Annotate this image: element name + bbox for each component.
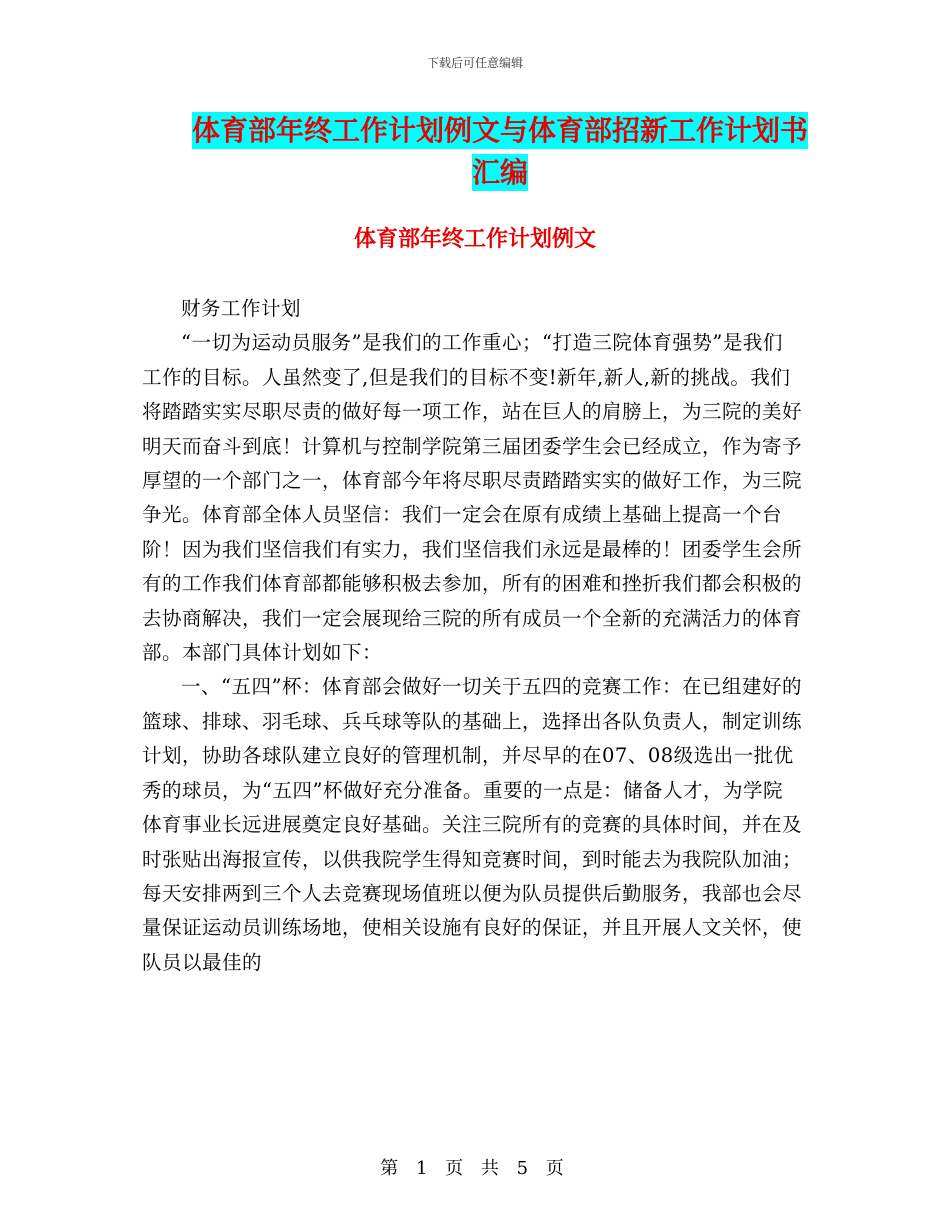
- document-title: [185, 110, 815, 194]
- document-title-text: 体育部年终工作计划例文与体育部招新工作计划书汇编: [191, 114, 808, 189]
- paragraph: 一、“五四”杯：体育部会做好一切关于五四的竞赛工作：在已组建好的篮球、排球、羽毛球、兵乓球等队的基础上，选择出各队负责人，制定训练计划，协助各球队建立良好的管理机制，并尽早的在07、08级选出一批优秀的球员，为“五四”杯做好充分准备。重要的一点是：储备人才，为学院体育事业长远进展奠定良好基础。关注三院所有的竞赛的具体时间，并在及时张贴出海报宣传，以供我院学生得知竞赛时间，到时能去为我院队加油；每天安排两到三个人去竞赛现场值班以便为队员提供后勤服务，我部也会尽量保证运动员训练场地，使相关设施有良好的保证，并且开展人文关怀，使队员以最佳的: [142, 675, 803, 974]
- header-note: 下载后可任意编辑: [426, 56, 523, 70]
- section-title: 体育部年终工作计划例文: [353, 227, 596, 252]
- document-body: [142, 292, 802, 980]
- paragraph: “一切为运动员服务”是我们的工作重心；“打造三院体育强势”是我们工作的目标。人虽然变了,但是我们的目标不变!新年,新人,新的挑战。我们将踏踏实实尽职尽责的做好每一项工作，站在巨人的肩膀上，为三院的美好明天而奋斗到底！计算机与控制学院第三届团委学生会已经成立，作为寄予厚望的一个部门之一，体育部今年将尽职尽责踏踏实实的做好工作，为三院争光。体育部全体人员坚信：我们一定会在原有成绩上基础上提高一个台阶！因为我们坚信我们有实力，我们坚信我们永远是最棒的！团委学生会所有的工作我们体育部都能够积极去参加，所有的困难和挫折我们都会积极的去协商解决，我们一定会展现给三院的所有成员一个全新的充满活力的体育部。本部门具体计划如下：: [142, 331, 803, 665]
- page-number: 第 1 页 共 5 页: [380, 1158, 570, 1179]
- paragraph-heading: 财务工作计划: [181, 297, 302, 320]
